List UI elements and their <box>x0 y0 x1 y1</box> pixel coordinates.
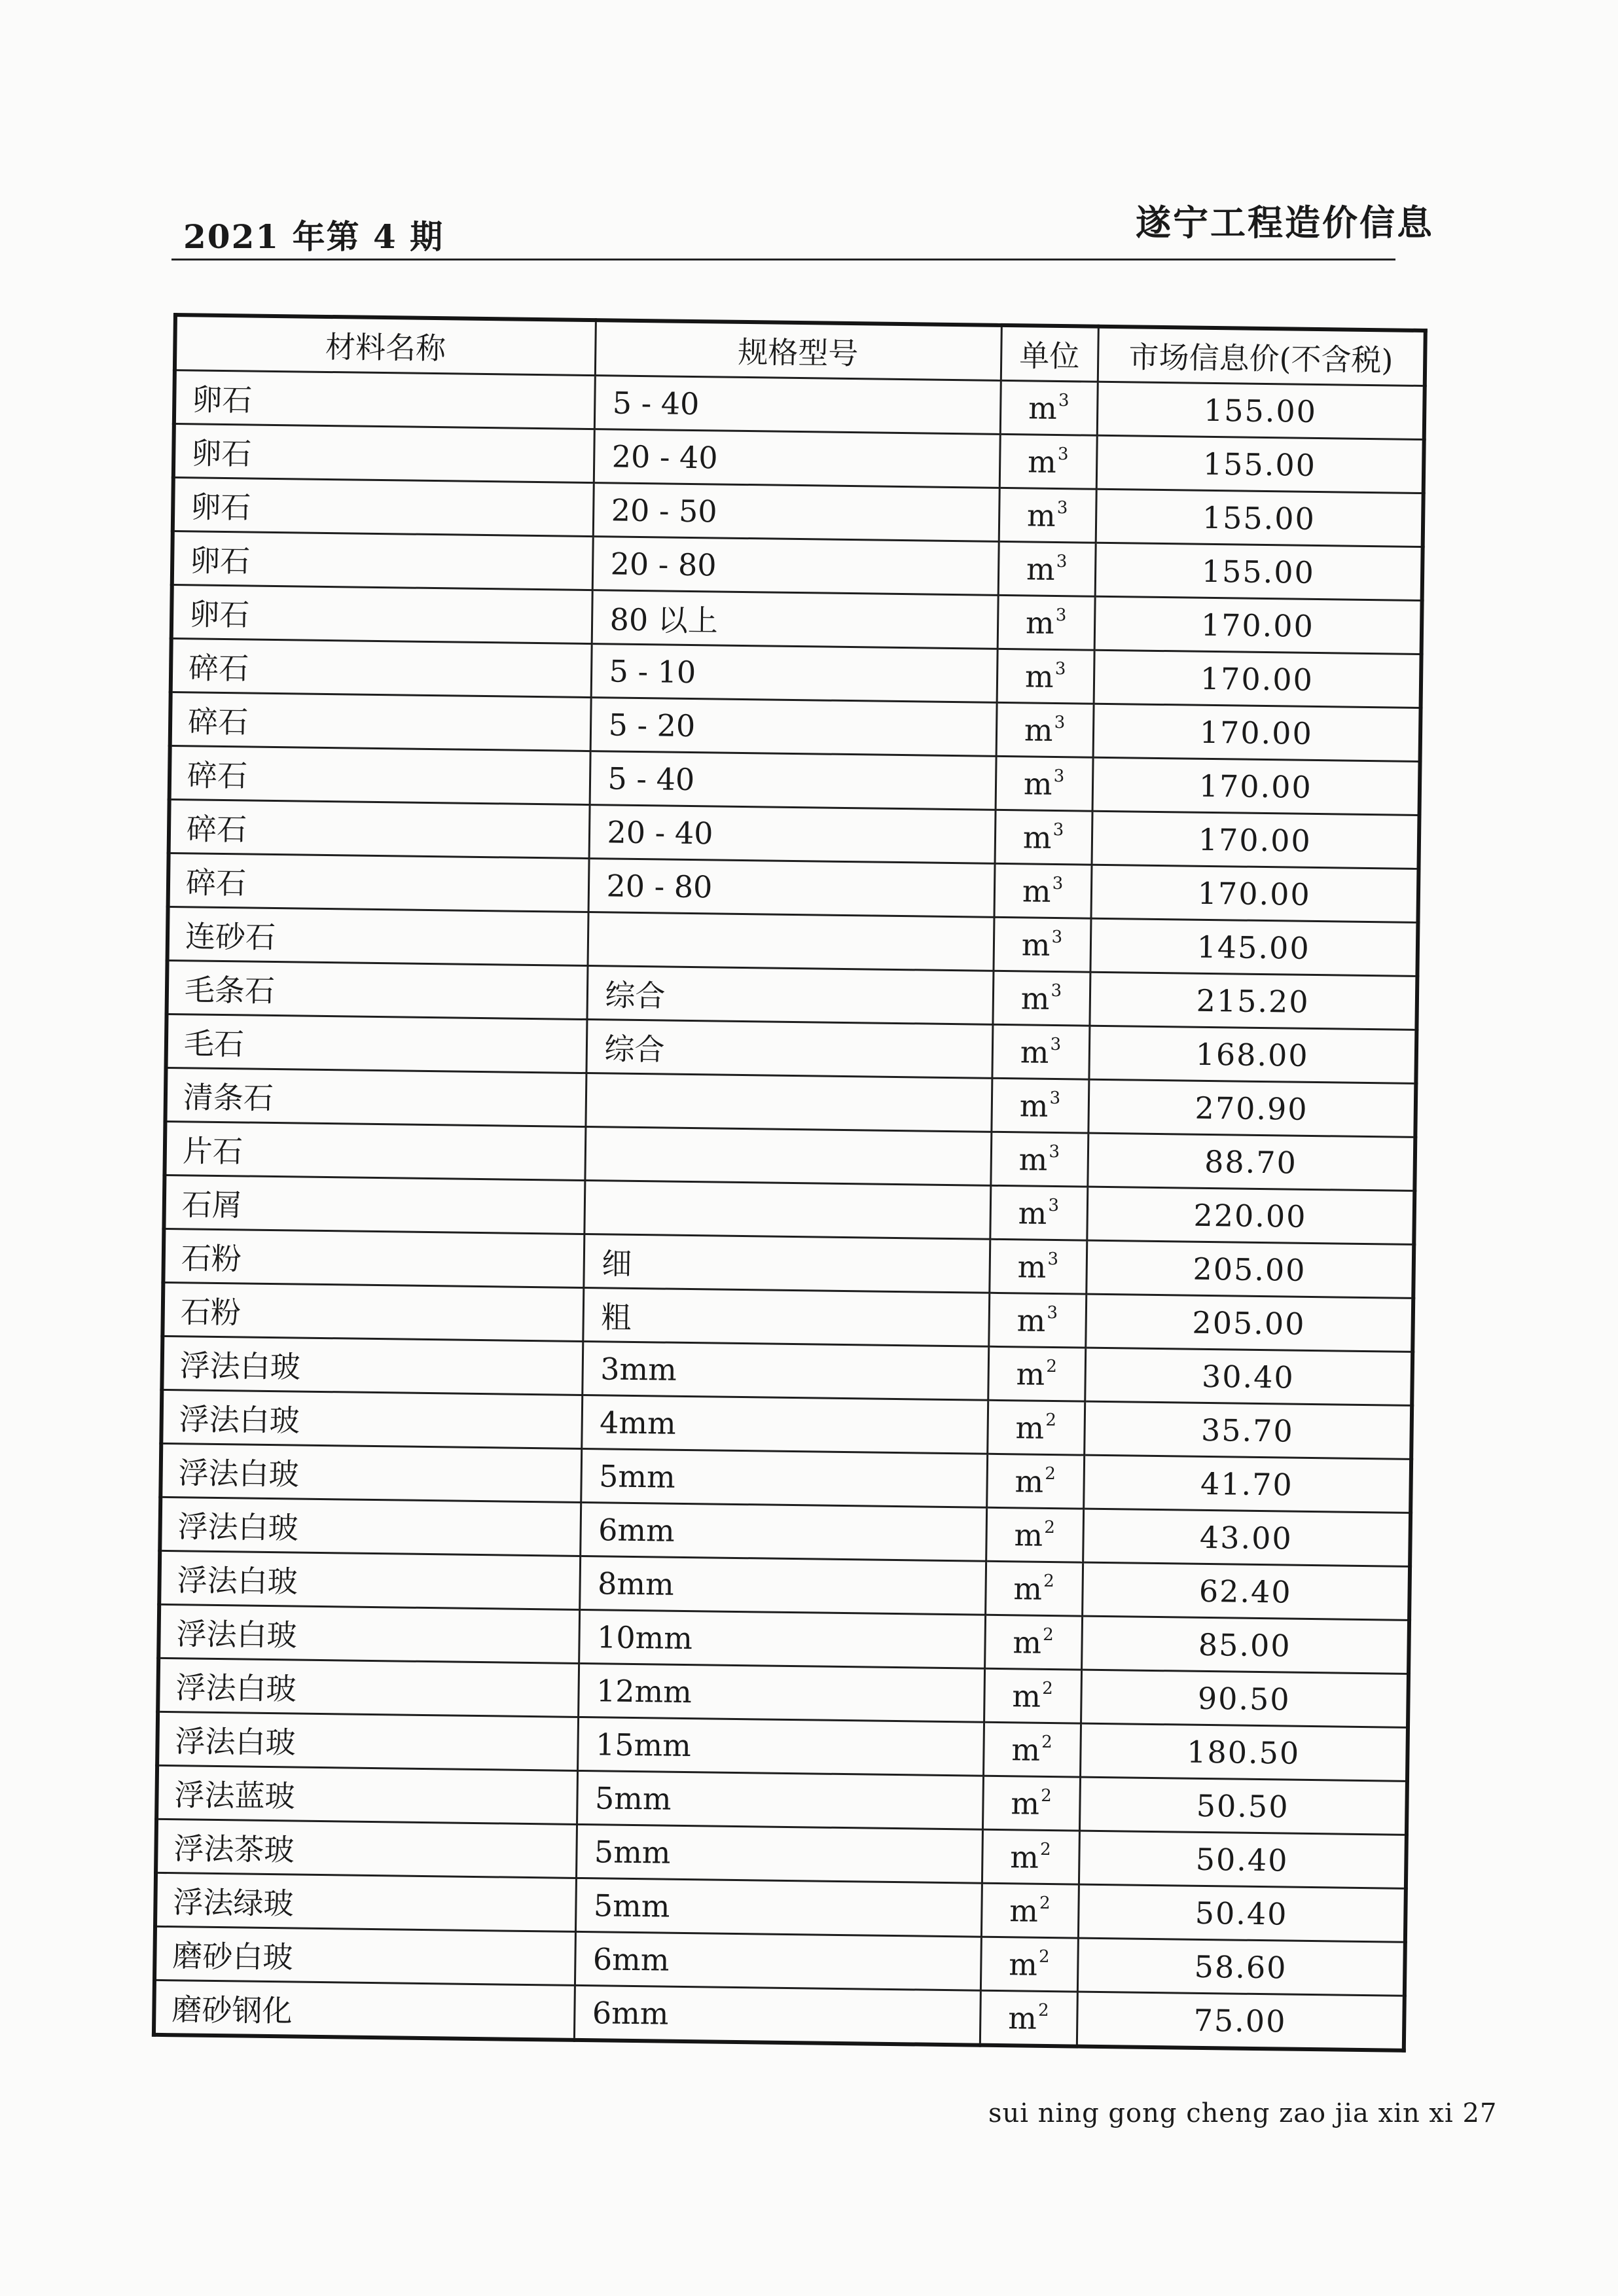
material-name-cell: 磨砂钢化 <box>154 1980 575 2040</box>
material-name-cell: 毛石 <box>166 1014 587 1073</box>
material-name-cell: 清条石 <box>165 1067 586 1126</box>
unit-exponent: 3 <box>1051 927 1063 947</box>
unit-base: m <box>1017 1248 1047 1285</box>
column-header-spec: 规格型号 <box>595 320 1001 380</box>
material-name-cell: 浮法白玻 <box>162 1336 583 1395</box>
unit-exponent: 3 <box>1049 1088 1061 1108</box>
material-name-cell: 磨砂白玻 <box>154 1926 575 1985</box>
spec-cell <box>585 1073 992 1132</box>
unit-base: m <box>1010 1839 1039 1875</box>
unit-exponent: 3 <box>1052 873 1064 893</box>
spec-cell: 6mm <box>575 1931 981 1990</box>
unit-cell <box>980 1937 1078 1992</box>
unit-cell <box>988 1346 1085 1401</box>
spec-cell: 4mm <box>581 1395 988 1454</box>
unit-cell <box>994 863 1091 918</box>
unit-cell <box>986 1507 1083 1562</box>
unit-exponent: 3 <box>1057 444 1069 464</box>
price-cell: 205.00 <box>1086 1240 1414 1298</box>
unit-exponent: 2 <box>1044 1517 1056 1537</box>
unit-cell <box>996 756 1093 811</box>
price-cell: 170.00 <box>1092 811 1420 869</box>
unit-exponent: 2 <box>1045 1463 1056 1484</box>
unit-exponent: 3 <box>1052 819 1064 840</box>
price-cell: 205.00 <box>1085 1294 1413 1352</box>
material-name-cell: 浮法白玻 <box>161 1390 582 1448</box>
price-cell: 75.00 <box>1077 1992 1405 2051</box>
material-name-cell: 片石 <box>164 1121 585 1180</box>
unit-base: m <box>1024 711 1053 748</box>
unit-exponent: 3 <box>1054 658 1066 679</box>
unit-base: m <box>1015 1409 1045 1446</box>
unit-base: m <box>1012 1677 1041 1714</box>
header-divider <box>171 259 1395 260</box>
unit-cell <box>991 1078 1088 1133</box>
price-cell: 50.40 <box>1078 1884 1406 1942</box>
unit-base: m <box>1016 1302 1046 1338</box>
unit-base: m <box>1025 604 1055 641</box>
unit-base: m <box>1021 926 1051 963</box>
unit-exponent: 3 <box>1048 1195 1060 1215</box>
unit-exponent: 2 <box>1040 1785 1052 1806</box>
price-table-container <box>152 313 1424 2053</box>
unit-exponent: 2 <box>1039 1893 1051 1913</box>
spec-cell: 5mm <box>577 1770 983 1829</box>
unit-cell <box>989 1239 1087 1294</box>
unit-base: m <box>1013 1624 1042 1660</box>
price-cell: 35.70 <box>1084 1401 1412 1459</box>
spec-cell: 12mm <box>578 1663 984 1722</box>
spec-cell: 3mm <box>582 1341 988 1400</box>
unit-cell <box>992 1024 1089 1079</box>
unit-cell <box>992 971 1090 1026</box>
material-name-cell: 石屑 <box>164 1175 584 1234</box>
spec-cell: 20 - 50 <box>593 483 999 542</box>
material-name-cell: 碎石 <box>171 638 592 697</box>
unit-base: m <box>1018 1141 1048 1177</box>
spec-cell: 粗 <box>583 1287 989 1346</box>
price-cell: 180.50 <box>1080 1723 1408 1781</box>
material-name-cell: 浮法白玻 <box>158 1604 579 1663</box>
unit-cell <box>980 1990 1077 2046</box>
price-cell: 43.00 <box>1083 1509 1411 1566</box>
spec-cell <box>584 1127 991 1186</box>
spec-cell: 80 以上 <box>592 590 998 649</box>
unit-base: m <box>1008 1946 1038 1982</box>
material-name-cell: 石粉 <box>163 1229 584 1287</box>
spec-cell: 20 - 40 <box>594 429 1000 488</box>
spec-cell: 综合 <box>586 966 993 1025</box>
unit-cell <box>997 649 1094 704</box>
unit-exponent: 2 <box>1046 1356 1058 1376</box>
unit-exponent: 3 <box>1055 605 1067 625</box>
material-name-cell: 浮法白玻 <box>160 1443 581 1502</box>
material-name-cell: 碎石 <box>169 799 590 858</box>
unit-exponent: 2 <box>1043 1571 1055 1591</box>
spec-cell: 细 <box>583 1234 990 1293</box>
material-name-cell: 石粉 <box>162 1282 583 1341</box>
price-cell: 215.20 <box>1089 972 1417 1030</box>
unit-cell <box>995 810 1092 865</box>
unit-base: m <box>1007 2000 1037 2036</box>
unit-exponent: 3 <box>1047 1302 1058 1323</box>
spec-cell: 5 - 20 <box>590 698 997 757</box>
unit-cell <box>986 1454 1084 1509</box>
unit-base: m <box>1018 1194 1047 1231</box>
material-name-cell: 浮法白玻 <box>159 1551 580 1609</box>
publication-title: 遂宁工程造价信息 <box>1136 202 1434 243</box>
spec-cell: 5mm <box>576 1824 982 1883</box>
unit-base: m <box>1013 1570 1043 1607</box>
unit-cell <box>987 1400 1085 1455</box>
unit-cell <box>990 1132 1088 1187</box>
unit-cell <box>993 917 1090 972</box>
unit-base: m <box>1011 1785 1040 1821</box>
unit-exponent: 2 <box>1037 2000 1049 2020</box>
unit-exponent: 2 <box>1045 1410 1057 1430</box>
unit-base: m <box>1015 1463 1044 1499</box>
price-cell: 155.00 <box>1096 489 1424 547</box>
unit-cell <box>985 1561 1083 1616</box>
price-cell: 270.90 <box>1088 1079 1416 1137</box>
issue-label: 2021 年第 4 期 <box>183 217 444 256</box>
spec-cell: 5mm <box>581 1448 987 1507</box>
unit-base: m <box>1024 658 1054 694</box>
spec-cell: 10mm <box>579 1609 985 1668</box>
spec-cell: 5 - 10 <box>591 644 998 703</box>
unit-base: m <box>1028 389 1058 426</box>
unit-cell <box>984 1615 1082 1670</box>
material-name-cell: 连砂石 <box>168 906 588 965</box>
unit-exponent: 3 <box>1056 551 1068 571</box>
unit-cell <box>988 1293 1086 1348</box>
unit-cell <box>999 488 1096 543</box>
unit-base: m <box>1016 1355 1045 1392</box>
unit-exponent: 3 <box>1053 766 1065 786</box>
column-header-price: 市场信息价(不含税) <box>1098 327 1426 386</box>
material-name-cell: 毛条石 <box>167 960 588 1019</box>
price-cell: 62.40 <box>1082 1562 1410 1620</box>
price-cell: 85.00 <box>1081 1616 1409 1674</box>
spec-cell: 5mm <box>575 1878 982 1937</box>
unit-base: m <box>1027 443 1057 480</box>
unit-cell <box>982 1776 1080 1831</box>
price-cell: 155.00 <box>1095 543 1423 600</box>
unit-base: m <box>1022 819 1052 855</box>
unit-cell <box>998 595 1095 650</box>
spec-cell <box>588 912 994 971</box>
unit-cell <box>981 1883 1079 1938</box>
column-header-name: 材料名称 <box>175 315 596 376</box>
unit-exponent: 3 <box>1056 497 1068 518</box>
unit-exponent: 3 <box>1058 390 1070 410</box>
material-name-cell: 浮法白玻 <box>158 1658 579 1717</box>
column-header-unit: 单位 <box>1001 325 1098 382</box>
unit-exponent: 2 <box>1041 1732 1052 1752</box>
material-name-cell: 碎石 <box>168 853 589 912</box>
material-name-cell: 浮法蓝玻 <box>156 1765 577 1824</box>
unit-base: m <box>1014 1516 1043 1553</box>
unit-exponent: 3 <box>1049 1141 1060 1162</box>
unit-base: m <box>1020 1033 1049 1070</box>
price-cell: 170.00 <box>1094 650 1422 708</box>
price-cell: 58.60 <box>1077 1938 1405 1996</box>
price-table <box>152 313 1428 2053</box>
spec-cell <box>584 1181 990 1240</box>
spec-cell: 6mm <box>574 1985 980 2045</box>
price-cell: 170.00 <box>1092 757 1420 815</box>
price-cell: 50.50 <box>1079 1777 1407 1835</box>
price-cell: 155.00 <box>1096 435 1424 493</box>
spec-cell: 20 - 80 <box>588 859 995 918</box>
unit-exponent: 2 <box>1042 1678 1053 1698</box>
unit-base: m <box>1022 872 1051 909</box>
unit-base: m <box>1009 1892 1039 1929</box>
spec-cell: 8mm <box>579 1556 986 1615</box>
price-cell: 90.50 <box>1081 1670 1409 1727</box>
price-cell: 88.70 <box>1087 1133 1415 1191</box>
unit-cell <box>990 1185 1087 1240</box>
material-name-cell: 卵石 <box>171 585 592 644</box>
price-cell: 170.00 <box>1093 704 1421 761</box>
material-name-cell: 浮法白玻 <box>160 1497 581 1556</box>
unit-base: m <box>1011 1731 1041 1768</box>
unit-cell <box>996 702 1094 757</box>
spec-cell: 6mm <box>580 1502 986 1561</box>
unit-exponent: 2 <box>1039 1839 1051 1859</box>
unit-base: m <box>1020 980 1050 1016</box>
unit-exponent: 2 <box>1038 1946 1050 1967</box>
price-cell: 170.00 <box>1090 865 1418 922</box>
price-cell: 155.00 <box>1097 382 1425 439</box>
spec-cell: 综合 <box>586 1020 992 1079</box>
price-cell: 168.00 <box>1088 1026 1416 1083</box>
price-cell: 145.00 <box>1090 918 1418 976</box>
unit-base: m <box>1026 497 1056 533</box>
material-name-cell: 碎石 <box>170 745 590 804</box>
spec-cell: 20 - 40 <box>589 805 996 864</box>
unit-cell <box>983 1722 1081 1777</box>
material-name-cell: 浮法绿玻 <box>155 1873 576 1931</box>
material-name-cell: 卵石 <box>172 531 593 590</box>
material-name-cell: 卵石 <box>174 370 595 429</box>
price-cell: 30.40 <box>1085 1348 1412 1405</box>
unit-exponent: 3 <box>1047 1249 1059 1269</box>
spec-cell: 5 - 40 <box>590 751 996 810</box>
unit-exponent: 3 <box>1051 980 1062 1001</box>
spec-cell: 5 - 40 <box>594 376 1001 435</box>
material-name-cell: 浮法茶玻 <box>156 1819 577 1878</box>
unit-cell <box>984 1668 1081 1723</box>
price-cell: 220.00 <box>1087 1187 1414 1244</box>
page-footer: sui ning gong cheng zao jia xin xi 27 <box>988 2098 1498 2128</box>
material-name-cell: 碎石 <box>170 692 591 751</box>
unit-base: m <box>1026 550 1056 587</box>
material-name-cell: 卵石 <box>173 478 594 537</box>
unit-exponent: 3 <box>1054 712 1066 732</box>
price-cell: 50.40 <box>1079 1831 1407 1888</box>
unit-cell <box>998 541 1096 596</box>
unit-exponent: 3 <box>1050 1034 1062 1054</box>
spec-cell: 20 - 80 <box>592 537 999 596</box>
unit-base: m <box>1023 765 1052 802</box>
price-cell: 41.70 <box>1083 1455 1411 1513</box>
price-cell: 170.00 <box>1094 596 1422 654</box>
material-name-cell: 浮法白玻 <box>157 1712 578 1770</box>
material-name-cell: 卵石 <box>173 424 594 483</box>
unit-cell <box>982 1829 1079 1884</box>
unit-exponent: 2 <box>1043 1624 1054 1645</box>
unit-cell <box>1000 380 1098 435</box>
unit-cell <box>999 434 1097 489</box>
unit-base: m <box>1019 1087 1049 1124</box>
spec-cell: 15mm <box>577 1717 984 1776</box>
